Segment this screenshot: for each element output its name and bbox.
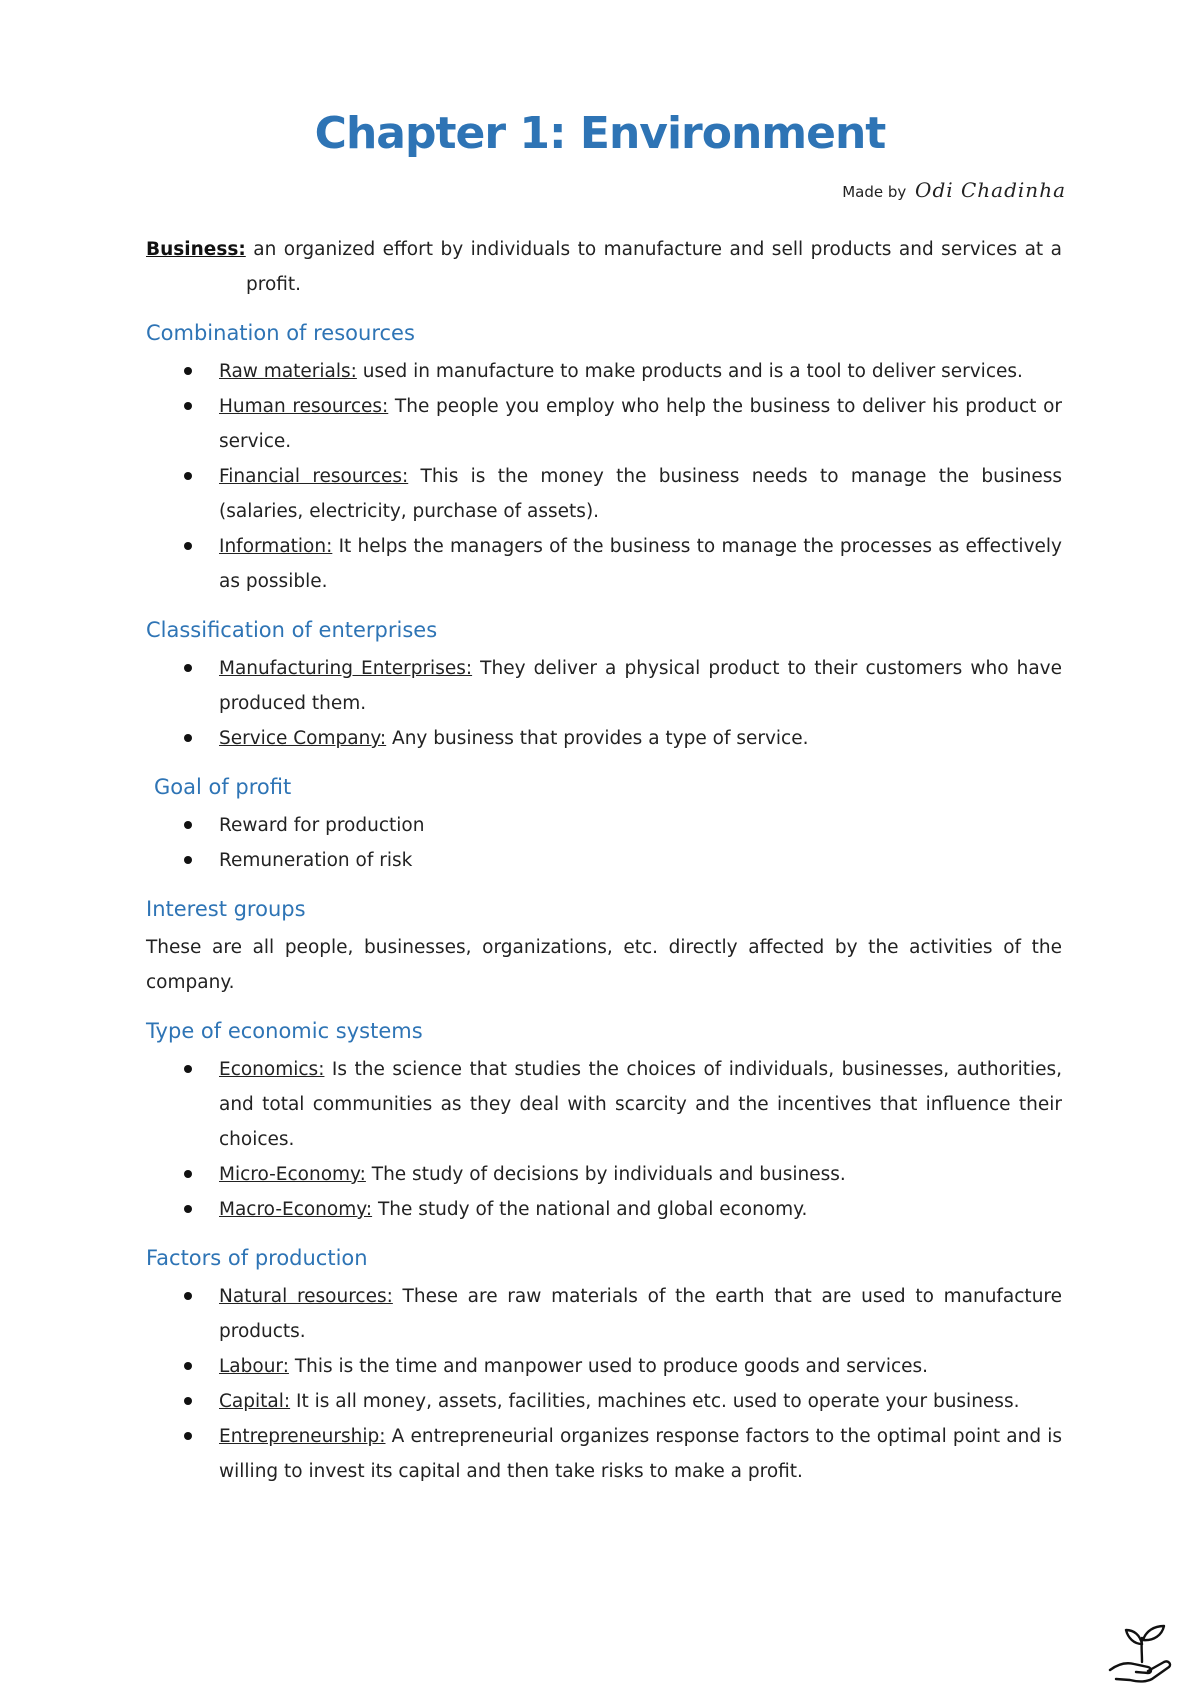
business-definition xyxy=(146,232,1062,302)
list-item xyxy=(146,459,1062,529)
list-item xyxy=(146,843,1062,878)
list-item-text: This is the money the business needs to manage the business (salaries, electricity, purchase of assets). xyxy=(219,466,1062,522)
factors-list xyxy=(146,1279,1062,1489)
bullet-icon xyxy=(184,472,192,480)
list-item-text: Remuneration of risk xyxy=(219,850,413,871)
list-item-text: Any business that provides a type of service. xyxy=(386,728,809,749)
made-by-label: Made by xyxy=(842,183,907,201)
author-credit xyxy=(842,178,1066,202)
list-item xyxy=(146,1349,1062,1384)
list-item-text: It helps the managers of the business to manage the processes as effectively as possible. xyxy=(219,536,1062,592)
bullet-icon xyxy=(184,856,192,864)
list-item xyxy=(146,1157,1062,1192)
heading-profit: Goal of profit xyxy=(154,775,292,799)
business-term: Business: xyxy=(146,239,246,260)
bullet-icon xyxy=(184,1065,192,1073)
list-item xyxy=(146,354,1062,389)
bullet-icon xyxy=(184,542,192,550)
list-item-text: A entrepreneurial organizes response factors to the optimal point and is willing to invest its capital and then take risks to make a profit. xyxy=(219,1426,1062,1482)
bullet-icon xyxy=(184,402,192,410)
list-item-text: The people you employ who help the business to deliver his product or service. xyxy=(219,396,1062,452)
list-item-term: Human resources: xyxy=(219,396,389,417)
list-item xyxy=(146,1419,1062,1489)
list-item-term: Manufacturing Enterprises: xyxy=(219,658,473,679)
list-item-text: Is the science that studies the choices of individuals, businesses, authorities, and total communities as they deal with scarcity and the incentives that influence their choices. xyxy=(219,1059,1062,1150)
bullet-icon xyxy=(184,1205,192,1213)
bullet-icon xyxy=(184,1362,192,1370)
heading-economic: Type of economic systems xyxy=(146,1019,423,1043)
bullet-icon xyxy=(184,1292,192,1300)
list-item-term: Entrepreneurship: xyxy=(219,1426,386,1447)
list-item-term: Economics: xyxy=(219,1059,325,1080)
enterprises-list xyxy=(146,651,1062,756)
interest-text: These are all people, businesses, organizations, etc. directly affected by the activities of the company. xyxy=(146,937,1062,993)
list-item-text: It is all money, assets, facilities, machines etc. used to operate your business. xyxy=(290,1391,1020,1412)
bullet-icon xyxy=(184,734,192,742)
list-item-term: Macro-Economy: xyxy=(219,1199,373,1220)
list-item-term: Raw materials: xyxy=(219,361,357,382)
bullet-icon xyxy=(184,821,192,829)
profit-list xyxy=(146,808,1062,878)
list-item xyxy=(146,529,1062,599)
resources-list xyxy=(146,354,1062,599)
bullet-icon xyxy=(184,1432,192,1440)
bullet-icon xyxy=(184,1397,192,1405)
list-item-term: Information: xyxy=(219,536,333,557)
list-item xyxy=(146,721,1062,756)
list-item-text: This is the time and manpower used to produce goods and services. xyxy=(288,1356,929,1377)
list-item xyxy=(146,1384,1062,1419)
list-item-term: Natural resources: xyxy=(219,1286,393,1307)
list-item xyxy=(146,1192,1062,1227)
plant-in-hand-icon xyxy=(1108,1622,1176,1684)
list-item xyxy=(146,389,1062,459)
list-item-term: Labour: xyxy=(219,1356,289,1377)
business-text: an organized effort by individuals to manufacture and sell products and services at a profit. xyxy=(245,239,1062,295)
page-title: Chapter 1: Environment xyxy=(314,108,886,159)
list-item-term: Financial resources: xyxy=(219,466,409,487)
list-item-term: Micro-Economy: xyxy=(219,1164,366,1185)
list-item-text: These are raw materials of the earth that are used to manufacture products. xyxy=(219,1286,1062,1342)
heading-resources: Combination of resources xyxy=(146,321,415,345)
list-item xyxy=(146,1052,1062,1157)
list-item-term: Service Company: xyxy=(219,728,387,749)
list-item-text: They deliver a physical product to their customers who have produced them. xyxy=(219,658,1062,714)
economic-list xyxy=(146,1052,1062,1227)
heading-enterprises: Classification of enterprises xyxy=(146,618,438,642)
list-item-term: Capital: xyxy=(219,1391,291,1412)
bullet-icon xyxy=(184,1170,192,1178)
heading-interest: Interest groups xyxy=(146,897,306,921)
bullet-icon xyxy=(184,367,192,375)
list-item xyxy=(146,808,1062,843)
list-item-text: Reward for production xyxy=(219,815,425,836)
list-item xyxy=(146,651,1062,721)
list-item-text: The study of the national and global economy. xyxy=(372,1199,808,1220)
list-item-text: used in manufacture to make products and is a tool to deliver services. xyxy=(356,361,1023,382)
list-item-text: The study of decisions by individuals and business. xyxy=(365,1164,846,1185)
heading-factors: Factors of production xyxy=(146,1246,368,1270)
author-signature: Odi Chadinha xyxy=(915,178,1066,202)
bullet-icon xyxy=(184,664,192,672)
list-item xyxy=(146,1279,1062,1349)
content xyxy=(146,232,1062,1489)
